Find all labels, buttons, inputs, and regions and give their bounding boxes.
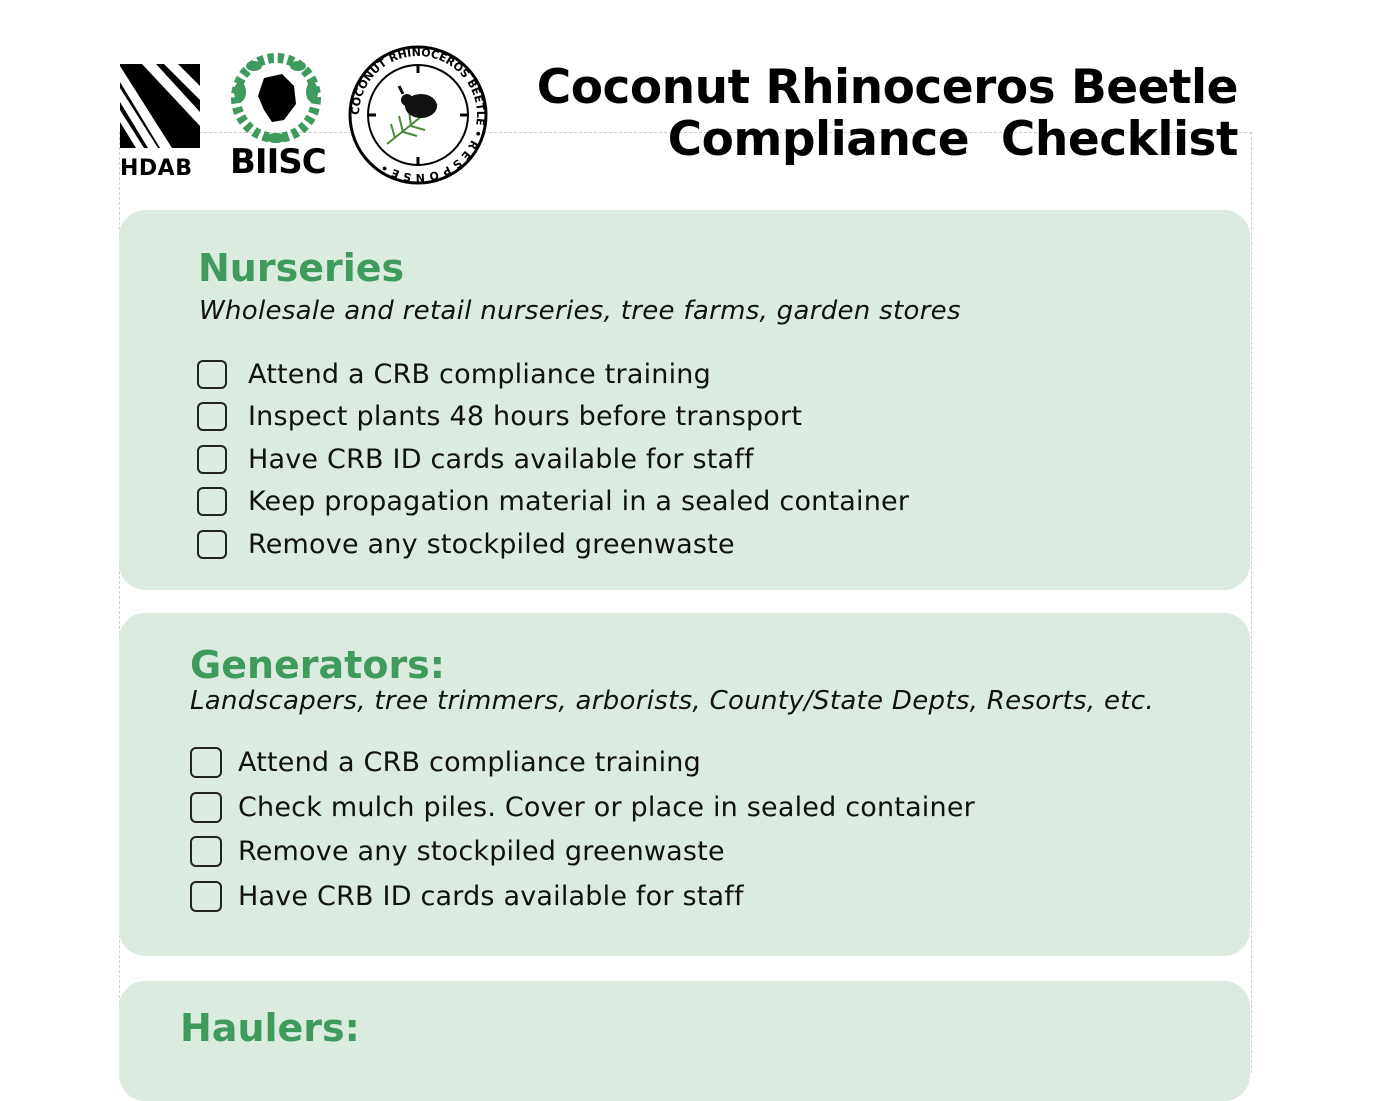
section-subtitle: Wholesale and retail nurseries, tree farms, garden stores (199, 296, 961, 326)
title-line-2: Compliance Checklist (667, 112, 1238, 167)
checkbox[interactable] (197, 530, 227, 559)
checklist-item (197, 481, 909, 524)
checkbox[interactable] (190, 747, 222, 778)
section-subtitle: Landscapers, tree trimmers, arborists, County/State Depts, Resorts, etc. (190, 686, 1154, 716)
crb-seal-icon (347, 44, 489, 186)
hdab-logo (120, 64, 200, 184)
checklist-item-label: Remove any stockpiled greenwaste (238, 836, 725, 868)
section-generators (119, 613, 1250, 956)
checkbox[interactable] (197, 445, 227, 474)
checklist-item-label: Keep propagation material in a sealed container (248, 486, 910, 518)
checklist-item-label: Check mulch piles. Cover or place in sealed container (238, 791, 975, 823)
checklist-item (190, 785, 975, 830)
crb-response-seal (347, 44, 489, 186)
checkbox[interactable] (197, 487, 227, 516)
checklist-item (190, 874, 975, 919)
section-nurseries (119, 210, 1250, 590)
checklist-item-label: Attend a CRB compliance training (248, 358, 711, 390)
crb-seal-text: COCONUT RHINOCEROS BEETLE • R E S P O N S E • (348, 45, 488, 185)
checkbox[interactable] (197, 360, 227, 389)
biisc-logo-text: BIISC (230, 142, 326, 182)
checklist-item-label: Attend a CRB compliance training (238, 746, 701, 778)
section-title: Nurseries (198, 246, 405, 290)
checkbox[interactable] (190, 881, 222, 912)
biisc-logo (224, 52, 328, 182)
checklist-item-label: Have CRB ID cards available for staff (248, 443, 754, 475)
checklist-item-label: Have CRB ID cards available for staff (238, 880, 744, 912)
section-title: Generators: (190, 643, 445, 687)
checklist-item (197, 353, 909, 396)
checkbox[interactable] (190, 792, 222, 823)
checklist-item (197, 523, 909, 566)
section-title: Haulers: (180, 1006, 360, 1050)
checklist-item (190, 829, 975, 874)
checklist-item-label: Remove any stockpiled greenwaste (248, 528, 735, 560)
page-title (537, 62, 1238, 166)
checklist (197, 353, 909, 566)
section-haulers (119, 981, 1250, 1101)
checklist-item-label: Inspect plants 48 hours before transport (248, 401, 803, 433)
island-wreath-icon (224, 52, 328, 146)
checkbox[interactable] (190, 836, 222, 867)
checklist-item (190, 740, 975, 785)
checklist-item (197, 438, 909, 481)
hdab-mark-icon (120, 64, 200, 152)
checklist (190, 740, 975, 919)
hdab-logo-text: HDAB (120, 156, 193, 181)
checkbox[interactable] (197, 402, 227, 431)
title-line-1: Coconut Rhinoceros Beetle (536, 60, 1238, 115)
checklist-item (197, 396, 909, 439)
